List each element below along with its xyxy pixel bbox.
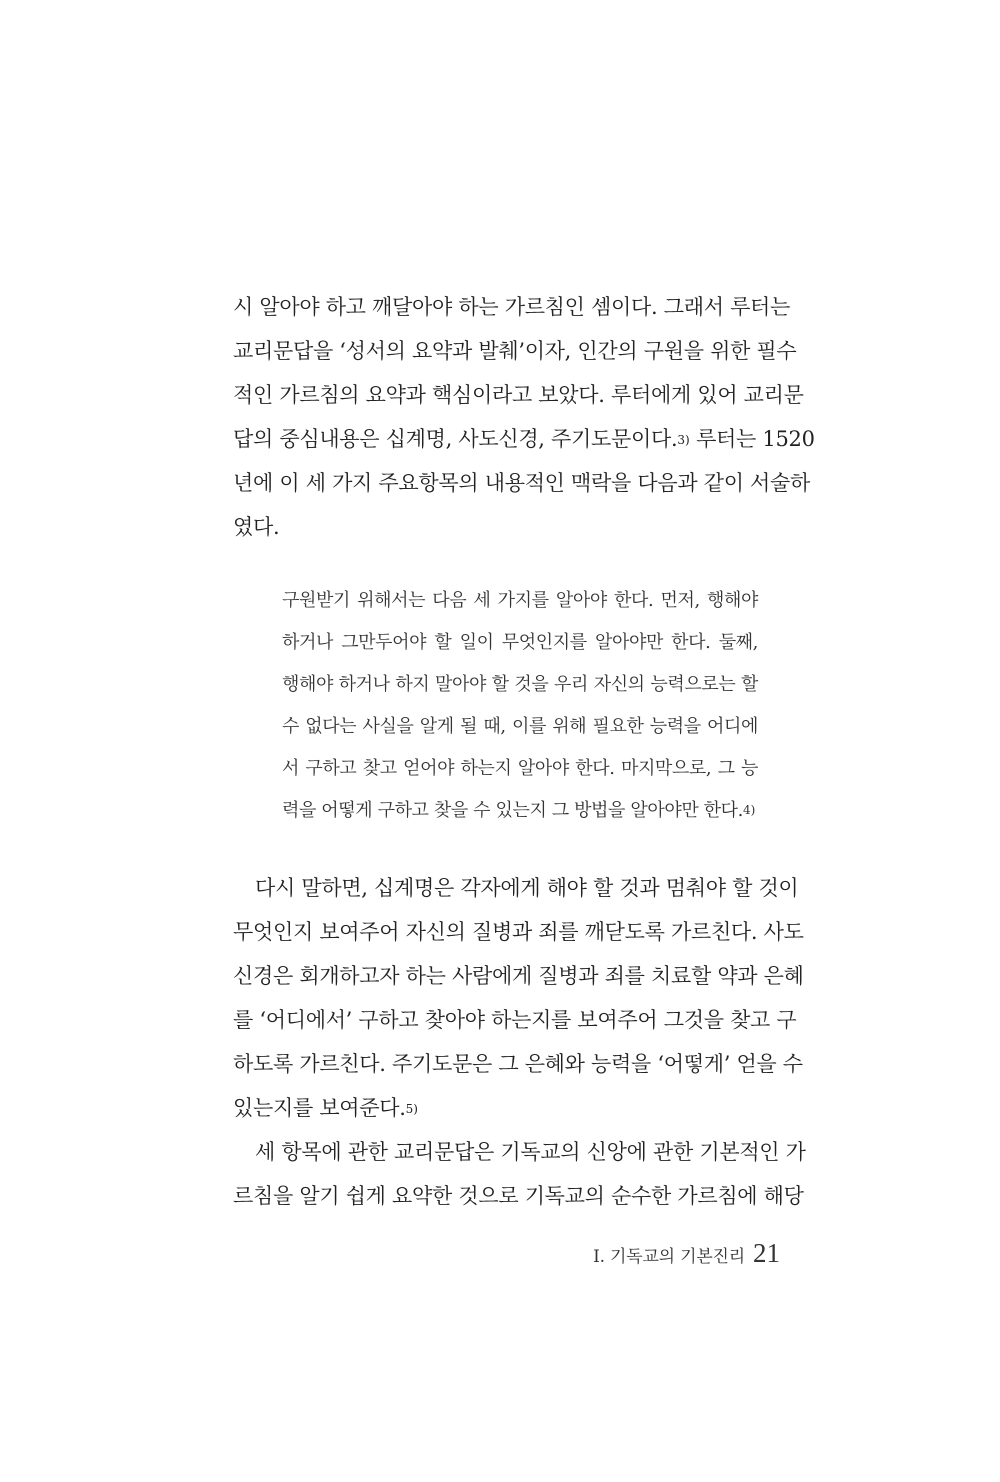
footnote-marker-3[interactable]: 3) <box>677 433 690 447</box>
text-fragment: 루터는 1520 <box>689 427 815 451</box>
quote-line: 구원받기 위해서는 다음 세 가지를 알아야 한다. 먼저, 행해야 <box>282 590 758 611</box>
text-line: 년에 이 세 가지 주요항목의 내용적인 맥락을 다음과 같이 서술하 <box>233 471 811 495</box>
text-line: 적인 가르침의 요약과 핵심이라고 보았다. 루터에게 있어 교리문 <box>233 383 804 407</box>
text-line <box>233 417 815 461</box>
paragraph-2 <box>233 866 806 1218</box>
block-quote <box>282 580 758 832</box>
text-fragment: 있는지를 보여준다. <box>233 1096 406 1120</box>
quote-line: 수 없다는 사실을 알게 될 때, 이를 위해 필요한 능력을 어디에 <box>282 716 758 737</box>
text-line: 하도록 가르친다. 주기도문은 그 은혜와 능력을 ‘어떻게’ 얻을 수 <box>233 1052 803 1076</box>
text-line: 무엇인지 보여주어 자신의 질병과 죄를 깨닫도록 가르친다. 사도 <box>233 920 804 944</box>
quote-line <box>282 790 758 832</box>
running-head: I. 기독교의 기본진리 <box>593 1247 745 1267</box>
quote-line: 서 구하고 찾고 얻어야 하는지 알아야 한다. 마지막으로, 그 능 <box>282 758 758 779</box>
footnote-marker-4[interactable]: 4) <box>742 803 756 817</box>
text-line: 르침을 알기 쉽게 요약한 것으로 기독교의 순수한 가르침에 해당 <box>233 1184 804 1208</box>
text-fragment: 력을 어떻게 구하고 찾을 수 있는지 그 방법을 알아야만 한다. <box>282 800 743 821</box>
text-line: 였다. <box>233 515 280 539</box>
text-line: 교리문답을 ‘성서의 요약과 발췌’이자, 인간의 구원을 위한 필수 <box>233 339 797 363</box>
text-line: 를 ‘어디에서’ 구하고 찾아야 하는지를 보여주어 그것을 찾고 구 <box>233 1008 797 1032</box>
paragraph-1 <box>233 285 815 549</box>
footnote-marker-5[interactable]: 5) <box>405 1102 418 1116</box>
text-line: 다시 말하면, 십계명은 각자에게 해야 할 것과 멈춰야 할 것이 <box>255 876 799 900</box>
quote-line: 하거나 그만두어야 할 일이 무엇인지를 알아야만 한다. 둘째, <box>282 632 758 653</box>
page-number: 21 <box>753 1238 780 1268</box>
text-fragment: 답의 중심내용은 십계명, 사도신경, 주기도문이다. <box>233 427 678 451</box>
page-footer <box>560 1238 780 1269</box>
text-line: 시 알아야 하고 깨달아야 하는 가르침인 셈이다. 그래서 루터는 <box>233 295 791 319</box>
text-line: 세 항목에 관한 교리문답은 기독교의 신앙에 관한 기본적인 가 <box>255 1140 806 1164</box>
quote-line: 행해야 하거나 하지 말아야 할 것을 우리 자신의 능력으로는 할 <box>282 674 758 695</box>
text-line <box>233 1086 781 1130</box>
text-line: 신경은 회개하고자 하는 사람에게 질병과 죄를 치료할 약과 은혜 <box>233 964 804 988</box>
